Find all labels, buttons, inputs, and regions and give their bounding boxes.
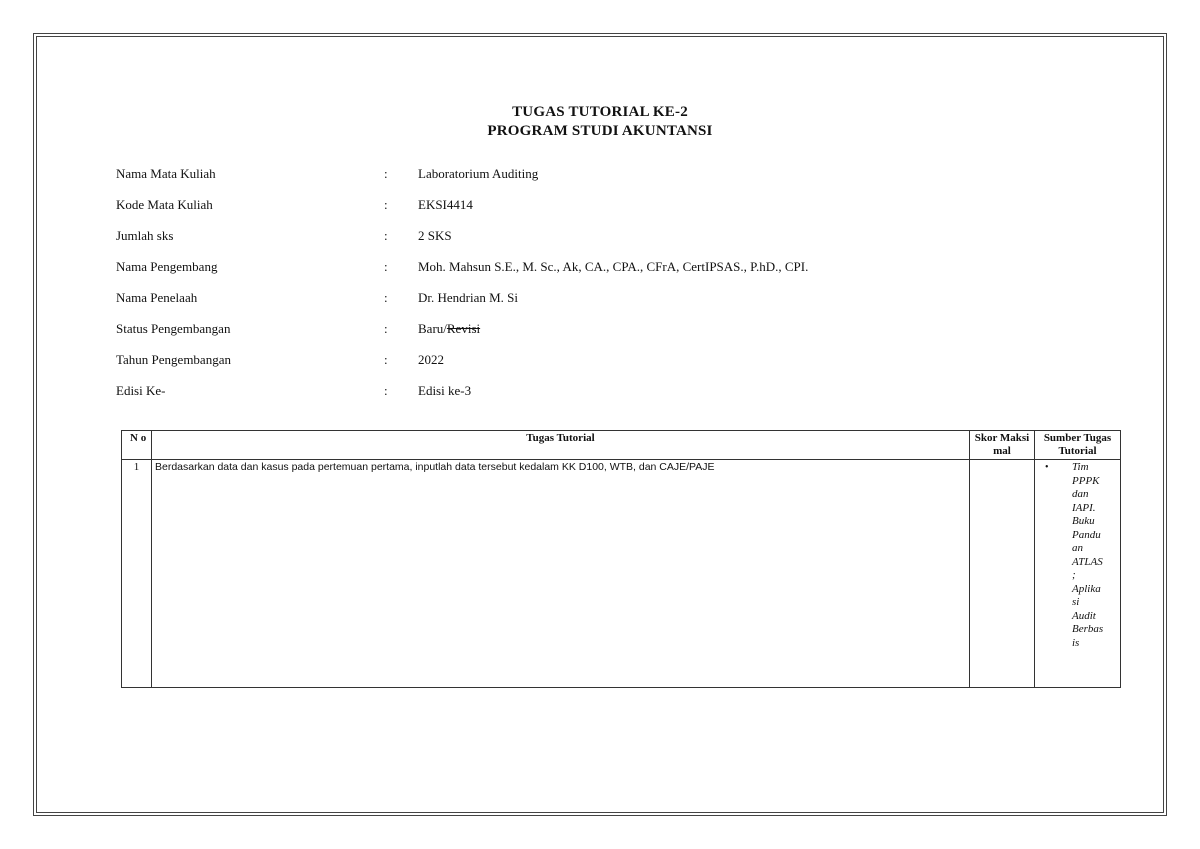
source-line: dan bbox=[1072, 488, 1089, 500]
page-border-inner bbox=[36, 36, 1164, 813]
header-sumber-tugas: Sumber Tugas Tutorial bbox=[1035, 431, 1121, 460]
tutorial-task-table bbox=[121, 430, 1121, 688]
info-value: 2 SKS bbox=[418, 228, 452, 243]
header-skor-maksimal: Skor Maksi mal bbox=[970, 431, 1035, 460]
info-colon: : bbox=[384, 321, 388, 336]
source-line: is bbox=[1072, 636, 1080, 649]
source-line: si bbox=[1072, 596, 1080, 608]
status-baru: Baru/ bbox=[418, 321, 447, 336]
table-row bbox=[122, 460, 1121, 688]
info-label: Edisi Ke- bbox=[116, 383, 166, 398]
info-label: Jumlah sks bbox=[116, 228, 174, 243]
info-label: Nama Pengembang bbox=[116, 259, 218, 274]
info-value: Dr. Hendrian M. Si bbox=[418, 290, 519, 305]
bullet-icon: • bbox=[1045, 462, 1049, 473]
info-row-tahun-pengembangan bbox=[116, 352, 1016, 372]
info-row-nama-pengembang bbox=[116, 259, 1016, 279]
info-label: Nama Mata Kuliah bbox=[116, 166, 216, 181]
table-header-row bbox=[122, 431, 1121, 460]
row-source bbox=[1035, 460, 1121, 688]
info-colon: : bbox=[384, 166, 388, 181]
source-line: an bbox=[1072, 542, 1083, 554]
info-value: Edisi ke-3 bbox=[418, 383, 472, 398]
status-revisi-struck: Revisi bbox=[446, 321, 481, 336]
info-row-status-pengembangan bbox=[116, 321, 1016, 341]
info-row-nama-penelaah bbox=[116, 290, 1016, 310]
info-value: 2022 bbox=[418, 352, 444, 367]
source-list bbox=[1038, 461, 1117, 650]
source-line: Tim bbox=[1072, 461, 1089, 473]
info-colon: : bbox=[384, 197, 388, 212]
row-task-text: Berdasarkan data dan kasus pada pertemuan pertama, inputlah data tersebut kedalam KK D100, WTB, dan CAJE/PAJE bbox=[152, 460, 970, 688]
header-no: N o bbox=[122, 431, 152, 460]
info-colon: : bbox=[384, 290, 388, 305]
source-line: Berbas bbox=[1072, 623, 1104, 635]
info-label: Status Pengembangan bbox=[116, 321, 231, 336]
source-line: Aplika bbox=[1072, 582, 1101, 595]
info-label: Kode Mata Kuliah bbox=[116, 197, 213, 212]
source-line: Audit bbox=[1072, 609, 1096, 622]
info-value: Laboratorium Auditing bbox=[418, 166, 539, 181]
info-label: Nama Penelaah bbox=[116, 290, 198, 305]
info-colon: : bbox=[384, 383, 388, 398]
document-subtitle: PROGRAM STUDI AKUNTANSI bbox=[487, 123, 713, 139]
info-label: Tahun Pengembangan bbox=[116, 352, 231, 367]
info-value: Moh. Mahsun S.E., M. Sc., Ak, CA., CPA., CFrA, CertIPSAS., P.hD., CPI. bbox=[418, 259, 809, 274]
source-line: Buku bbox=[1072, 515, 1095, 527]
info-row-kode-mata-kuliah bbox=[116, 197, 1016, 217]
source-line: IAPI. bbox=[1072, 501, 1096, 514]
document-title: TUGAS TUTORIAL KE-2 bbox=[512, 104, 688, 120]
source-list-item bbox=[1038, 461, 1117, 650]
source-line: PPPK bbox=[1072, 474, 1100, 487]
row-skor bbox=[970, 460, 1035, 688]
info-value: EKSI4414 bbox=[418, 197, 473, 212]
info-row-jumlah-sks bbox=[116, 228, 1016, 248]
header-tugas-tutorial: Tugas Tutorial bbox=[152, 431, 970, 460]
info-colon: : bbox=[384, 228, 388, 243]
source-line: ATLAS bbox=[1072, 555, 1103, 568]
info-colon: : bbox=[384, 352, 388, 367]
row-number: 1 bbox=[122, 460, 152, 688]
source-line: ; bbox=[1072, 569, 1076, 581]
info-row-nama-mata-kuliah bbox=[116, 166, 1016, 186]
info-row-edisi bbox=[116, 383, 1016, 403]
source-line: Pandu bbox=[1072, 528, 1101, 541]
info-value bbox=[418, 321, 480, 337]
info-colon: : bbox=[384, 259, 388, 274]
